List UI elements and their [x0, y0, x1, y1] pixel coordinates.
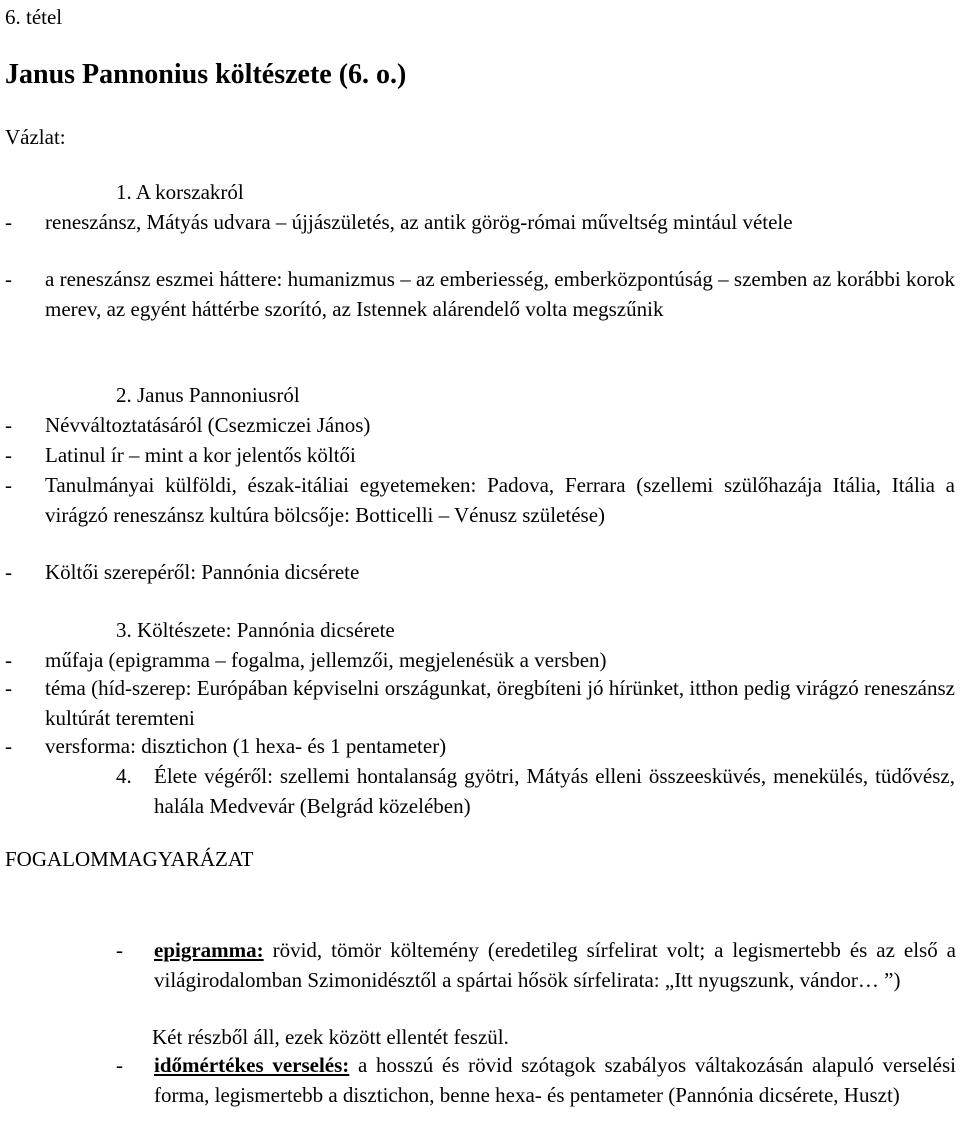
section-4-text: Élete végéről: szellemi hontalanság gyötri, Mátyás elleni összeesküvés, menekülés, tüdővész, halála Medvevár (Belgrád közelében) [154, 764, 955, 818]
section-2-heading: 2. Janus Pannoniusról [116, 383, 300, 407]
list-dash: - [5, 676, 12, 700]
list-dash: - [116, 1053, 123, 1077]
list-dash: - [116, 938, 123, 962]
list-dash: - [5, 413, 12, 437]
glossary-definition: a hosszú és rövid szótagok szabályos váltakozásán alapuló verselési forma, legismertebb a disztichon, benne hexa- és pentameter (Pannónia dicsérete, Huszt) [154, 1053, 957, 1107]
glossary-entry [116, 1050, 956, 1110]
section-3-item [5, 645, 955, 675]
section-1-item-text: reneszánsz, Mátyás udvara – újjászületés, az antik görög-római műveltség mintául vétele [45, 210, 793, 234]
list-dash: - [5, 648, 12, 672]
list-dash: - [5, 734, 12, 758]
glossary-term: időmértékes verselés: [154, 1053, 350, 1077]
section-1-item-text: a reneszánsz eszmei háttere: humanizmus – az emberiesség, emberközpontúság – szemben az korábbi korok merev, az egyént háttérbe szorító, az Istennek alárendelő volta megszűnik [45, 267, 955, 321]
section-1-item [5, 264, 955, 324]
list-dash: - [5, 267, 12, 291]
page-header-label: 6. tétel [5, 5, 63, 29]
page-title: Janus Pannonius költészete (6. o.) [5, 59, 407, 90]
section-2-item [5, 470, 955, 530]
section-2-item [5, 440, 955, 470]
section-2-item [5, 557, 955, 587]
glossary-definition: rövid, tömör költemény (eredetileg sírfelirat volt; a legismertebb és az első a világirodalomban Szimonidésztől a spártai hősök sírfelirata: „Itt nyugszunk, vándor… ”) [154, 938, 956, 992]
glossary-entry-text [116, 935, 956, 995]
section-3-item-text: téma (híd-szerep: Európában képviselni országunkat, öregbíteni jó hírünket, itthon pedig virágzó reneszánsz kultúrát teremteni [45, 676, 955, 730]
outline-label: Vázlat: [5, 125, 66, 149]
section-1-heading: 1. A korszakról [116, 180, 244, 204]
section-2-item-text: Latinul ír – mint a kor jelentős költői [45, 443, 356, 467]
list-dash: - [5, 473, 12, 497]
list-dash: - [5, 443, 12, 467]
section-2-item-text: Tanulmányai külföldi, észak-itáliai egyetemeken: Padova, Ferrara (szellemi szülőhazája Itália, Itália a virágzó reneszánsz kultúra bölcsője: Botticelli – Vénusz születése) [45, 473, 955, 527]
section-4-number: 4. [116, 764, 132, 788]
glossary-entry-text [116, 1050, 956, 1110]
list-dash: - [5, 210, 12, 234]
glossary-note: Két részből áll, ezek között ellentét feszül. [152, 1025, 509, 1049]
section-3-item [5, 731, 955, 761]
section-3-heading: 3. Költészete: Pannónia dicsérete [116, 618, 395, 642]
section-2-item-text: Névváltoztatásáról (Csezmiczei János) [45, 413, 371, 437]
glossary-entry [116, 935, 956, 995]
section-2-item [5, 410, 955, 440]
list-dash: - [5, 560, 12, 584]
glossary-term: epigramma: [154, 938, 264, 962]
section-1-item [5, 207, 955, 237]
glossary-heading: FOGALOMMAGYARÁZAT [5, 847, 254, 871]
section-3-item-text: műfaja (epigramma – fogalma, jellemzői, megjelenésük a versben) [45, 648, 607, 672]
section-2-item-text: Költői szerepéről: Pannónia dicsérete [45, 560, 360, 584]
section-3-item-text: versforma: disztichon (1 hexa- és 1 pentameter) [45, 734, 447, 758]
section-3-item [5, 673, 955, 733]
